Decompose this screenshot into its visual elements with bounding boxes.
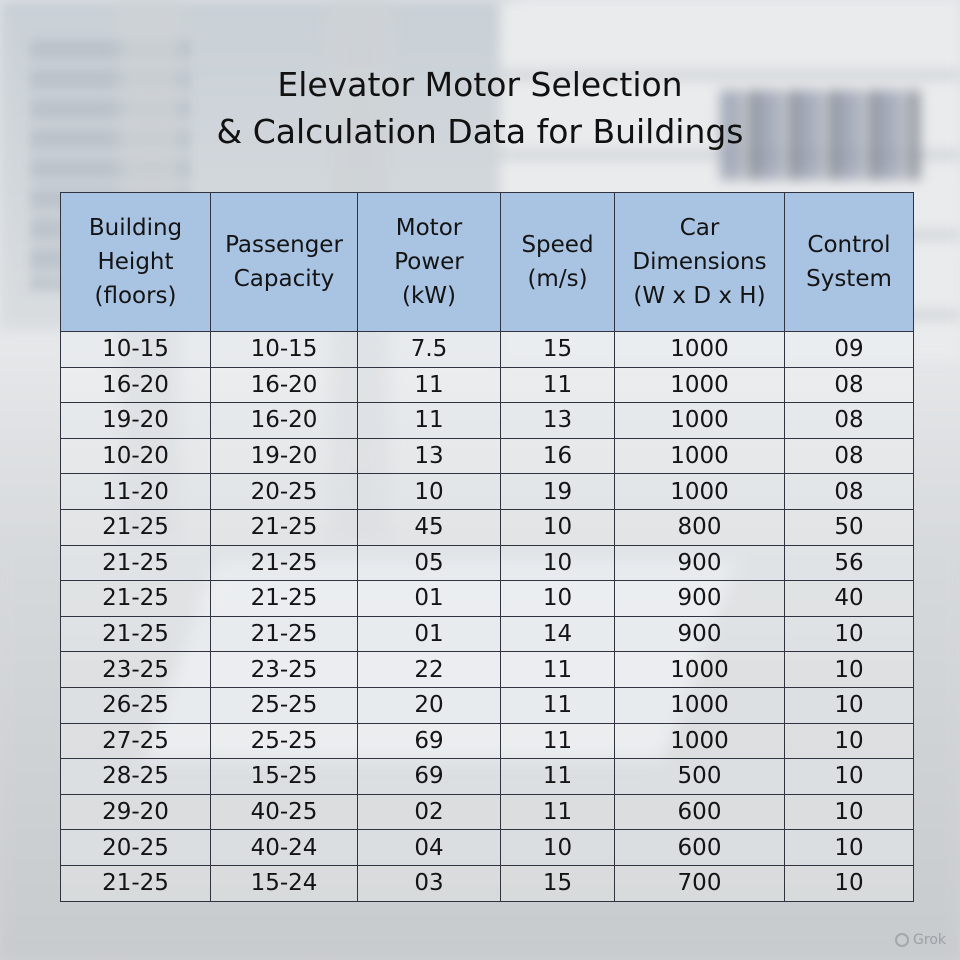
table-cell: 56 <box>785 545 914 581</box>
table-cell: 1000 <box>615 332 785 368</box>
table-cell: 11 <box>358 367 501 403</box>
table-cell: 900 <box>615 581 785 617</box>
table-row <box>61 865 914 901</box>
table-cell: 21-25 <box>61 581 211 617</box>
table-cell: 7.5 <box>358 332 501 368</box>
table-cell: 29-20 <box>61 794 211 830</box>
table-cell: 11 <box>501 723 615 759</box>
table-row <box>61 581 914 617</box>
watermark <box>895 932 946 948</box>
table-cell: 21-25 <box>211 509 358 545</box>
table-cell: 14 <box>501 616 615 652</box>
table-cell: 10 <box>501 545 615 581</box>
table-cell: 08 <box>785 403 914 439</box>
table-cell: 03 <box>358 865 501 901</box>
table-cell: 500 <box>615 759 785 795</box>
table-cell: 600 <box>615 830 785 866</box>
table-row <box>61 759 914 795</box>
table-cell: 10 <box>501 581 615 617</box>
table-cell: 01 <box>358 616 501 652</box>
table-cell: 21-25 <box>61 616 211 652</box>
table-row <box>61 794 914 830</box>
table-cell: 10 <box>785 759 914 795</box>
table-cell: 10 <box>501 830 615 866</box>
table-cell: 10 <box>785 616 914 652</box>
table-cell: 1000 <box>615 474 785 510</box>
header-line: Car <box>679 215 720 241</box>
table-cell: 11 <box>501 687 615 723</box>
table-cell: 13 <box>358 438 501 474</box>
table-cell: 23-25 <box>211 652 358 688</box>
header-line: (floors) <box>94 283 177 309</box>
table-cell: 10-15 <box>61 332 211 368</box>
table-row <box>61 438 914 474</box>
table-cell: 26-25 <box>61 687 211 723</box>
table-cell: 05 <box>358 545 501 581</box>
table-cell: 800 <box>615 509 785 545</box>
table-cell: 23-25 <box>61 652 211 688</box>
table-cell: 10 <box>358 474 501 510</box>
table-cell: 1000 <box>615 687 785 723</box>
table-cell: 04 <box>358 830 501 866</box>
table-cell: 11 <box>358 403 501 439</box>
column-header-speed <box>501 193 615 332</box>
column-header-passenger-capacity <box>211 193 358 332</box>
table-cell: 13 <box>501 403 615 439</box>
table-cell: 10-20 <box>61 438 211 474</box>
table-cell: 40-25 <box>211 794 358 830</box>
table-cell: 09 <box>785 332 914 368</box>
table-cell: 10 <box>785 652 914 688</box>
grok-logo-icon <box>895 933 909 947</box>
table-cell: 10 <box>785 865 914 901</box>
table-cell: 25-25 <box>211 687 358 723</box>
table-cell: 16-20 <box>211 367 358 403</box>
header-line: Speed <box>521 232 594 258</box>
table-cell: 20 <box>358 687 501 723</box>
table-row <box>61 474 914 510</box>
table-cell: 1000 <box>615 438 785 474</box>
header-line: Building <box>88 215 183 241</box>
table-cell: 10 <box>785 687 914 723</box>
table-cell: 10 <box>501 509 615 545</box>
column-header-control-system <box>785 193 914 332</box>
table-cell: 1000 <box>615 367 785 403</box>
table-row <box>61 616 914 652</box>
table-cell: 15-25 <box>211 759 358 795</box>
table-row <box>61 509 914 545</box>
table-cell: 10 <box>785 723 914 759</box>
table-cell: 1000 <box>615 723 785 759</box>
table-cell: 50 <box>785 509 914 545</box>
table-cell: 01 <box>358 581 501 617</box>
table-cell: 21-25 <box>61 865 211 901</box>
table-cell: 11 <box>501 367 615 403</box>
header-line: Capacity <box>233 266 335 292</box>
table-cell: 20-25 <box>61 830 211 866</box>
column-header-motor-power <box>358 193 501 332</box>
column-header-car-dimensions <box>615 193 785 332</box>
table-cell: 16 <box>501 438 615 474</box>
header-line: Height <box>97 249 174 275</box>
table-row <box>61 332 914 368</box>
table-cell: 20-25 <box>211 474 358 510</box>
table-cell: 08 <box>785 367 914 403</box>
table-cell: 45 <box>358 509 501 545</box>
header-line: Motor <box>395 215 463 241</box>
table-cell: 25-25 <box>211 723 358 759</box>
table-cell: 40 <box>785 581 914 617</box>
table-cell: 11 <box>501 794 615 830</box>
table-cell: 28-25 <box>61 759 211 795</box>
column-header-building-height <box>61 193 211 332</box>
watermark-text: Grok <box>913 932 946 948</box>
table-cell: 10-15 <box>211 332 358 368</box>
table-row <box>61 545 914 581</box>
header-line: (kW) <box>401 283 456 309</box>
table-cell: 27-25 <box>61 723 211 759</box>
table-cell: 08 <box>785 438 914 474</box>
table-cell: 15-24 <box>211 865 358 901</box>
header-line: (W x D x H) <box>633 283 766 309</box>
table-row <box>61 652 914 688</box>
table-header-row <box>61 193 914 332</box>
table-cell: 11-20 <box>61 474 211 510</box>
table-cell: 69 <box>358 723 501 759</box>
table-cell: 600 <box>615 794 785 830</box>
table-cell: 19-20 <box>211 438 358 474</box>
motor-selection-table <box>60 192 914 902</box>
header-line: (m/s) <box>527 266 588 292</box>
header-line: Dimensions <box>632 249 767 275</box>
table-row <box>61 403 914 439</box>
table-cell: 11 <box>501 759 615 795</box>
table-cell: 16-20 <box>211 403 358 439</box>
table-cell: 21-25 <box>211 616 358 652</box>
table-cell: 40-24 <box>211 830 358 866</box>
table-cell: 15 <box>501 332 615 368</box>
table-cell: 16-20 <box>61 367 211 403</box>
page-title <box>0 62 960 156</box>
table-cell: 1000 <box>615 652 785 688</box>
table-row <box>61 723 914 759</box>
table-row <box>61 367 914 403</box>
table-cell: 700 <box>615 865 785 901</box>
table-row <box>61 830 914 866</box>
header-line: Passenger <box>225 232 343 258</box>
data-table-container <box>60 192 914 902</box>
table-body <box>61 332 914 902</box>
table-cell: 11 <box>501 652 615 688</box>
header-line: System <box>806 266 892 292</box>
title-line-2: & Calculation Data for Buildings <box>216 111 744 151</box>
table-cell: 19-20 <box>61 403 211 439</box>
table-cell: 10 <box>785 830 914 866</box>
header-line: Control <box>807 232 891 258</box>
header-line: Power <box>394 249 464 275</box>
table-cell: 22 <box>358 652 501 688</box>
table-cell: 21-25 <box>211 581 358 617</box>
table-cell: 21-25 <box>211 545 358 581</box>
table-cell: 08 <box>785 474 914 510</box>
title-line-1: Elevator Motor Selection <box>277 65 683 104</box>
table-cell: 1000 <box>615 403 785 439</box>
table-cell: 02 <box>358 794 501 830</box>
table-cell: 21-25 <box>61 545 211 581</box>
table-cell: 10 <box>785 794 914 830</box>
table-cell: 69 <box>358 759 501 795</box>
table-cell: 15 <box>501 865 615 901</box>
table-cell: 19 <box>501 474 615 510</box>
table-cell: 900 <box>615 616 785 652</box>
table-cell: 21-25 <box>61 509 211 545</box>
table-cell: 900 <box>615 545 785 581</box>
table-row <box>61 687 914 723</box>
